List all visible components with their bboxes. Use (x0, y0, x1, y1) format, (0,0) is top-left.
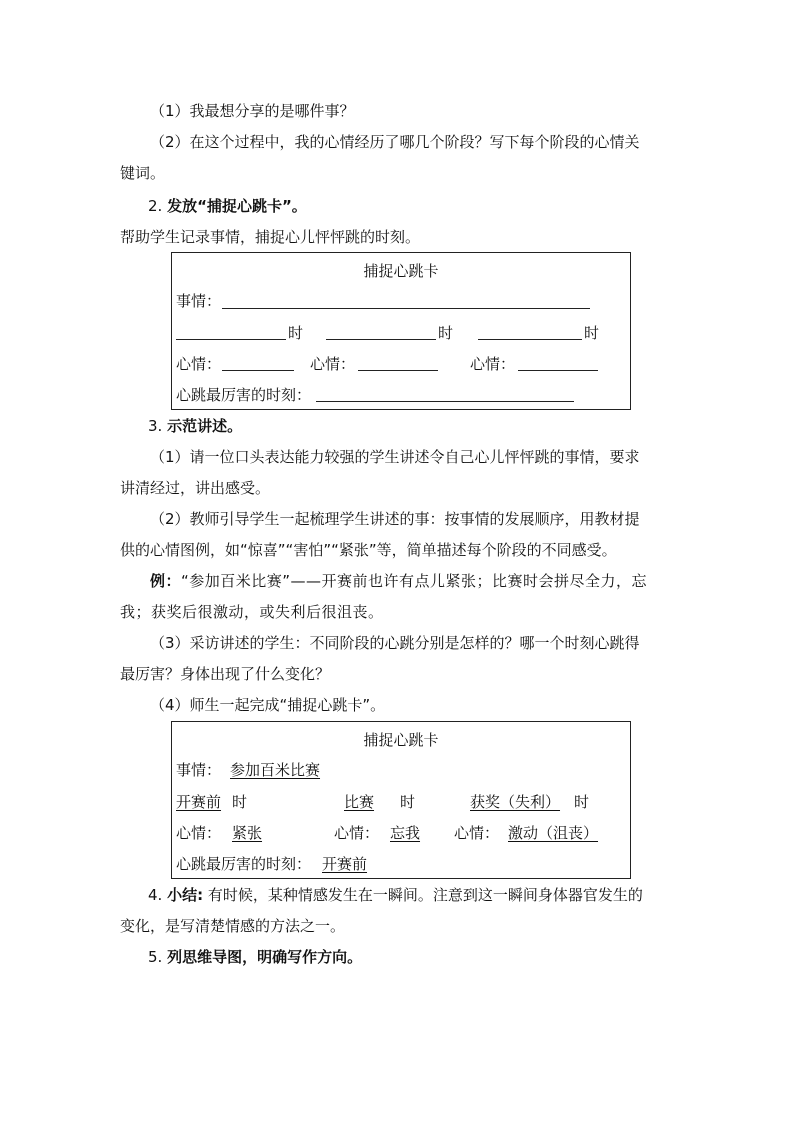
stage-1-value: 开赛前 (176, 793, 222, 811)
heartbeat-card-filled (171, 721, 631, 879)
event-blank-line[interactable] (222, 308, 590, 309)
stage-3-time-suffix: 时 (584, 324, 600, 342)
step-3-number: 3. (148, 417, 163, 435)
mood-3-blank-line[interactable] (518, 370, 598, 371)
example-text-1: “参加百米比赛”——开赛前也许有点儿紧张；比赛时会拼尽全力，忘 (181, 572, 648, 590)
step-3-heading (148, 416, 708, 436)
step-2-number: 2. (148, 197, 163, 215)
mood-1-label: 心情： (176, 355, 222, 373)
example-label: 例： (150, 572, 182, 590)
stage-1-time-suffix: 时 (288, 324, 304, 342)
question-1: （1）我最想分享的是哪件事？ (150, 102, 355, 120)
mood-3-label: 心情： (454, 824, 500, 842)
para-1-line-1: （1）请一位口头表达能力较强的学生讲述令自己心儿怦怦跳的事情，要求 (150, 448, 640, 466)
mood-2-blank-line[interactable] (358, 370, 438, 371)
peak-moment-label: 心跳最厉害的时刻： (176, 855, 312, 873)
stage-1-blank-line[interactable] (176, 339, 286, 340)
para-2-line-1: （2）教师引导学生一起梳理学生讲述的事：按事情的发展顺序，用教材提 (150, 510, 640, 528)
card-event-label: 事情： (176, 292, 222, 310)
card-event-label: 事情： (176, 761, 222, 779)
card-event-value: 参加百米比赛 (230, 761, 321, 779)
stage-3-value: 获奖（失利） (470, 793, 561, 811)
stage-1-time-suffix: 时 (232, 793, 248, 811)
peak-moment-label: 心跳最厉害的时刻： (176, 386, 312, 404)
stage-2-blank-line[interactable] (326, 339, 436, 340)
step-5-number: 5. (148, 948, 163, 966)
para-3-line-1: （3）采访讲述的学生：不同阶段的心跳分别是怎样的？哪一个时刻心跳得 (150, 634, 640, 652)
step-2-title: 发放“捕捉心跳卡”。 (167, 197, 307, 215)
stage-2-value: 比赛 (344, 793, 375, 811)
stage-2-time-suffix: 时 (438, 324, 454, 342)
heartbeat-card-blank (171, 252, 631, 410)
step-2-description: 帮助学生记录事情，捕捉心儿怦怦跳的时刻。 (120, 228, 421, 246)
para-3-line-2: 最厉害？身体出现了什么变化？ (120, 665, 331, 683)
step-3-title: 示范讲述。 (167, 417, 243, 435)
step-5-title: 列思维导图，明确写作方向。 (167, 948, 363, 966)
mood-2-label: 心情： (310, 355, 356, 373)
step-4-title: 小结: (167, 886, 204, 904)
para-2-line-2: 供的心情图例，如“惊喜”“害怕”“紧张”等，简单描述每个阶段的不同感受。 (120, 541, 617, 559)
card-title: 捕捉心跳卡 (363, 731, 439, 749)
stage-3-blank-line[interactable] (478, 339, 582, 340)
step-5-heading (148, 947, 708, 967)
stage-2-time-suffix: 时 (400, 793, 416, 811)
card-title: 捕捉心跳卡 (363, 262, 439, 280)
example-line-2: 我；获奖后很激动，或失利后很沮丧。 (120, 603, 384, 621)
mood-1-label: 心情： (176, 824, 222, 842)
peak-moment-blank-line[interactable] (316, 401, 574, 402)
mood-3-label: 心情： (470, 355, 516, 373)
question-2-line-2: 键词。 (120, 164, 166, 182)
step-2-heading (148, 196, 708, 216)
question-2-line-1: （2）在这个过程中，我的心情经历了哪几个阶段？写下每个阶段的心情关 (150, 133, 640, 151)
peak-moment-value: 开赛前 (322, 855, 368, 873)
mood-1-value: 紧张 (232, 824, 263, 842)
para-4: （4）师生一起完成“捕捉心跳卡”。 (150, 696, 386, 714)
mood-1-blank-line[interactable] (222, 370, 294, 371)
step-4-line-2: 变化，是写清楚情感的方法之一。 (120, 917, 346, 935)
step-4-number: 4. (148, 886, 163, 904)
example-line-1 (150, 571, 710, 591)
para-1-line-2: 讲清经过，讲出感受。 (120, 479, 271, 497)
step-4-text: 有时候，某种情感发生在一瞬间。注意到这一瞬间身体器官发生的 (207, 886, 643, 904)
mood-3-value: 激动（沮丧） (508, 824, 599, 842)
mood-2-value: 忘我 (390, 824, 421, 842)
mood-2-label: 心情： (334, 824, 380, 842)
stage-3-time-suffix: 时 (574, 793, 590, 811)
step-4-line-1 (148, 885, 708, 905)
